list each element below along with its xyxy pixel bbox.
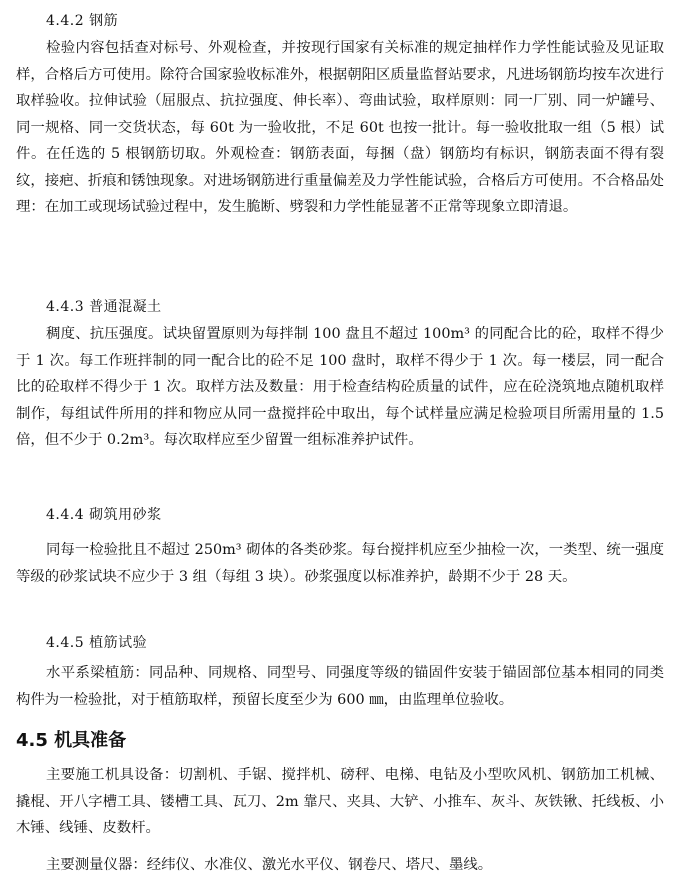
paragraph-machinery: 主要施工机具设备：切割机、手锯、搅拌机、磅秤、电梯、电钻及小型吹风机、钢筋加工机械、撬棍、开八字槽工具、镂槽工具、瓦刀、2m 靠尺、夹具、大铲、小推车、灰斗、灰铁锹、托线板、小木锤、线锤、皮数杆。	[16, 767, 664, 836]
paragraph-concrete: 稠度、抗压强度。试块留置原则为每拌制 100 盘且不超过 100m³ 的同配合比的砼，取样不得少于 1 次。每工作班拌制的同一配合比的砼不足 100 盘时，取样不得少于 1 次。每一楼层，同一配合比的砼取样不得少于 1 次。取样方法及数量：用于检查结构砼质量的试件，应在砼浇筑地点随机取样制作，每组试件所用的拌和物应从同一盘搅拌砼中取出，每个试样量应满足检验项目所需用量的 1.5 倍，但不少于 0.2m³。每次取样应至少留置一组标准养护试件。	[16, 326, 664, 448]
section-title-4-5: 4.5 机具准备	[16, 730, 127, 751]
paragraph-anchor-bar: 水平系梁植筋：同品种、同规格、同型号、同强度等级的锚固件安装于锚固部位基本相同的同类构件为一检验批，对于植筋取样，预留长度至少为 600 ㎜，由监理单位验收。	[16, 665, 664, 708]
heading-4-4-4: 4.4.4 砌筑用砂浆	[46, 507, 162, 523]
paragraph-instruments: 主要测量仪器：经纬仪、水准仪、激光水平仪、钢卷尺、塔尺、墨线。	[46, 857, 493, 873]
paragraph-rebar: 检验内容包括查对标号、外观检查，并按现行国家有关标准的规定抽样作力学性能试验及见证取样，合格后方可使用。除符合国家验收标准外，根据朝阳区质量监督站要求，凡进场钢筋均按车次进行取样验收。拉伸试验（屈服点、抗拉强度、伸长率）、弯曲试验，取样原则：同一厂别、同一炉罐号、同一规格、同一交货状态，每 60t 为一验收批，不足 60t 也按一批计。每一验收批取一组（5 根）试件。在任选的 5 根钢筋切取。外观检查：钢筋表面，每捆（盘）钢筋均有标识，钢筋表面不得有裂纹，接疤、折痕和锈蚀现象。对进场钢筋进行重量偏差及力学性能试验，合格后方可使用。不合格品处理：在加工或现场试验过程中，发生脆断、劈裂和力学性能显著不正常等现象立即清退。	[16, 40, 664, 215]
paragraph-mortar: 同每一检验批且不超过 250m³ 砌体的各类砂浆。每台搅拌机应至少抽检一次，一类型、统一强度等级的砂浆试块不应少于 3 组（每组 3 块）。砂浆强度以标准养护，龄期不少于 28 天。	[16, 542, 664, 585]
heading-4-4-3: 4.4.3 普通混凝土	[46, 299, 162, 315]
heading-4-4-2: 4.4.2 钢筋	[46, 13, 119, 29]
heading-4-4-5: 4.4.5 植筋试验	[46, 635, 148, 651]
